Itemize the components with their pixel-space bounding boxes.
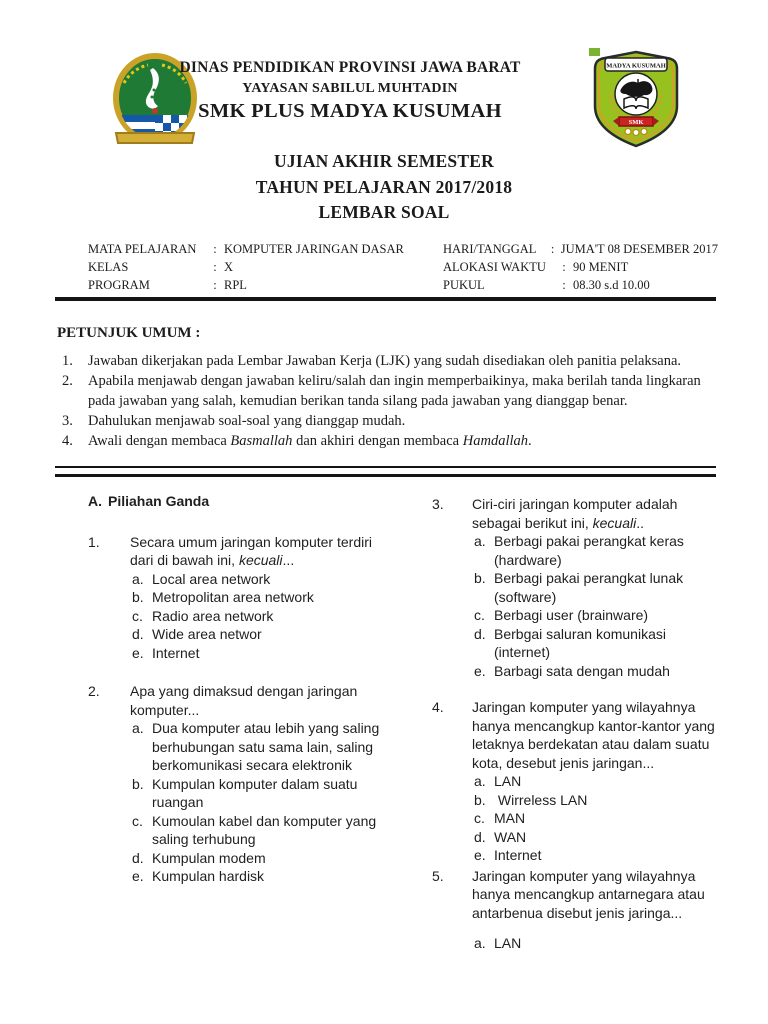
info-row-date (443, 240, 718, 258)
instruction-item (57, 371, 717, 411)
option-letter: b. (474, 791, 486, 808)
answer-option (474, 532, 715, 569)
question-number: 1. (88, 533, 100, 550)
info-colon: : (213, 260, 217, 274)
option-text: Kumpulan modem (152, 849, 266, 866)
foundation-name: YAYASAN SABILUL MUHTADIN (242, 81, 458, 96)
info-label: PUKUL (443, 278, 485, 292)
question-text: Secara umum jaringan komputer terdiri dari di bawah ini, kecuali... (130, 533, 372, 568)
answer-option (132, 570, 380, 589)
question-3 (432, 495, 715, 680)
info-label: MATA PELAJARAN (88, 242, 197, 256)
school-logo-banner-text: MADYA KUSUMAH (606, 62, 666, 70)
question-text: Ciri-ciri jaringan komputer adalah sebagai berikut ini, kecuali.. (472, 496, 678, 531)
info-label: KELAS (88, 260, 129, 274)
divider-thin (55, 466, 716, 468)
divider-thick (55, 297, 716, 301)
question-column-left (88, 492, 384, 886)
info-label: ALOKASI WAKTU (443, 260, 546, 274)
option-text: WAN (494, 828, 527, 845)
info-value: RPL (224, 278, 247, 292)
answer-option (474, 569, 715, 606)
option-letter: c. (474, 810, 485, 826)
instruction-text: Dahulukan menjawab soal-soal yang dianggap mudah. (88, 413, 406, 429)
option-letter: c. (474, 607, 485, 623)
instruction-text: Jawaban dikerjakan pada Lembar Jawaban Kerja (LJK) yang sudah disediakan oleh panitia pelaksana. (88, 353, 682, 369)
general-instructions (57, 323, 717, 451)
instruction-item (57, 431, 717, 451)
option-text: Radio area network (152, 607, 274, 624)
answer-option (474, 606, 715, 625)
section-a-heading (88, 492, 380, 511)
option-text: Berbgai saluran komunikasi (internet) (494, 625, 670, 660)
info-colon: : (562, 278, 566, 292)
option-text: Berbagi pakai perangkat lunak (software) (494, 570, 688, 605)
answer-option (474, 809, 715, 828)
section-title: Piliahan Ganda (108, 493, 210, 509)
answer-option (132, 849, 380, 868)
option-text: MAN (494, 810, 526, 826)
info-row-duration (443, 258, 718, 276)
question-2 (88, 682, 384, 886)
answer-option (474, 662, 715, 681)
info-value: X (224, 260, 234, 274)
info-value: 08.30 s.d 10.00 (573, 278, 650, 292)
info-colon: : (550, 242, 555, 256)
info-colon: : (213, 278, 217, 292)
info-label: HARI/TANGGAL (443, 242, 537, 256)
exam-title-line1: UJIAN AKHIR SEMESTER (274, 151, 494, 171)
option-text: Kumpulan komputer dalam suatu ruangan (152, 775, 362, 810)
question-text: Jaringan komputer yang wilayahnya hanya mencangkup antarnegara atau antarbenua disebut jenis jaringa... (472, 867, 705, 921)
option-text: Berbagi user (brainware) (494, 607, 649, 623)
question-text: Jaringan komputer yang wilayahnya hanya mencangkup kantor-kantor yang letaknya berdekatan atau dalam suatu kota, desebut jenis jaringan... (472, 699, 715, 771)
answer-option (132, 607, 380, 626)
info-row-program (88, 276, 433, 294)
option-text: Kumoulan kabel dan komputer yang saling terhubung (152, 812, 381, 847)
answer-option (474, 625, 715, 662)
option-text: Internet (494, 847, 542, 863)
answer-option (474, 934, 715, 953)
info-value: 90 MENIT (573, 260, 629, 274)
answer-option (132, 625, 380, 644)
instruction-text: Awali dengan membaca Basmallah dan akhiri dengan membaca Hamdallah. (88, 433, 532, 449)
option-letter: c. (132, 607, 143, 624)
option-letter: e. (474, 847, 486, 863)
answer-option (474, 772, 715, 791)
info-label: PROGRAM (88, 278, 150, 292)
school-logo (591, 49, 681, 148)
option-letter: a. (474, 773, 486, 789)
option-letter: a. (474, 935, 486, 951)
answer-option (132, 867, 380, 886)
option-letter: a. (132, 570, 144, 587)
exam-info-right (443, 240, 718, 294)
instructions-heading: PETUNJUK UMUM : (57, 325, 201, 341)
instruction-item (57, 351, 717, 371)
question-5 (432, 867, 715, 953)
answer-option (474, 846, 715, 865)
option-letter: d. (132, 849, 144, 866)
option-text: LAN (494, 935, 522, 951)
school-logo-ribbon-text: SMK (628, 119, 644, 126)
answer-option (474, 791, 715, 810)
letterhead (127, 57, 573, 123)
info-row-time (443, 276, 718, 294)
question-text: Apa yang dimaksud dengan jaringan komputer... (130, 683, 358, 718)
instruction-item (57, 411, 717, 431)
divider-medium (55, 474, 716, 477)
option-letter: a. (132, 720, 144, 736)
option-text: Berbagi pakai perangkat keras (hardware) (494, 533, 688, 568)
answer-option (132, 719, 384, 775)
option-letter: a. (474, 533, 486, 549)
instruction-number: 3. (62, 413, 73, 429)
info-row-class (88, 258, 433, 276)
option-letter: d. (474, 828, 486, 845)
question-number: 3. (432, 496, 444, 512)
option-text: Internet (152, 644, 200, 661)
option-text: Dua komputer atau lebih yang saling berhubungan satu sama lain, saling berkomunikasi secara elektronik (152, 720, 384, 773)
option-letter: e. (132, 868, 144, 884)
answer-option (474, 828, 715, 847)
option-text: Wirreless LAN (494, 791, 588, 808)
option-text: Kumpulan hardisk (152, 868, 265, 884)
answer-option (132, 588, 380, 607)
question-number: 2. (88, 683, 100, 699)
option-text: Barbagi sata dengan mudah (494, 662, 670, 679)
agency-name: DINAS PENDIDIKAN PROVINSI JAWA BARAT (179, 59, 521, 76)
school-emblem-icon (591, 49, 681, 148)
answer-option (132, 775, 380, 812)
option-text: Metropolitan area network (152, 589, 314, 605)
open-book-icon (624, 97, 648, 109)
answer-option (132, 812, 380, 849)
option-text: LAN (494, 773, 522, 789)
exam-info-left (88, 240, 433, 294)
option-letter: b. (132, 775, 144, 792)
info-value: JUMA'T 08 DESEMBER 2017 (560, 242, 718, 256)
option-letter: d. (132, 626, 144, 642)
question-column-right (432, 492, 715, 953)
option-text: Local area network (152, 570, 271, 587)
option-letter: e. (132, 644, 144, 661)
option-letter: b. (474, 570, 486, 586)
instruction-number: 4. (62, 433, 73, 449)
question-1 (88, 533, 380, 663)
info-value: KOMPUTER JARINGAN DASAR (224, 242, 404, 256)
section-label: A. (88, 493, 102, 509)
info-colon: : (213, 242, 217, 256)
option-letter: c. (132, 812, 143, 829)
instruction-number: 2. (62, 373, 73, 389)
question-4 (432, 698, 715, 865)
answer-option (132, 644, 380, 663)
question-number: 4. (432, 699, 444, 715)
info-row-subject (88, 240, 433, 258)
option-text: Wide area networ (152, 626, 262, 642)
option-letter: b. (132, 589, 144, 605)
exam-title-line2: TAHUN PELAJARAN 2017/2018 (255, 176, 513, 197)
exam-title-line3: LEMBAR SOAL (318, 202, 450, 222)
info-colon: : (562, 260, 566, 274)
exam-title-block (0, 149, 768, 226)
question-number: 5. (432, 867, 444, 884)
instruction-number: 1. (62, 353, 73, 369)
school-name: SMK PLUS MADYA KUSUMAH (198, 100, 502, 122)
option-letter: d. (474, 625, 486, 642)
option-letter: e. (474, 662, 486, 679)
instruction-text: Apabila menjawab dengan jawaban keliru/salah dan ingin memperbaikinya, maka berilah tanda lingkaran pada jawaban yang salah, kemudian berikan tanda silang pada jawaban yang dianggap benar. (88, 373, 701, 409)
